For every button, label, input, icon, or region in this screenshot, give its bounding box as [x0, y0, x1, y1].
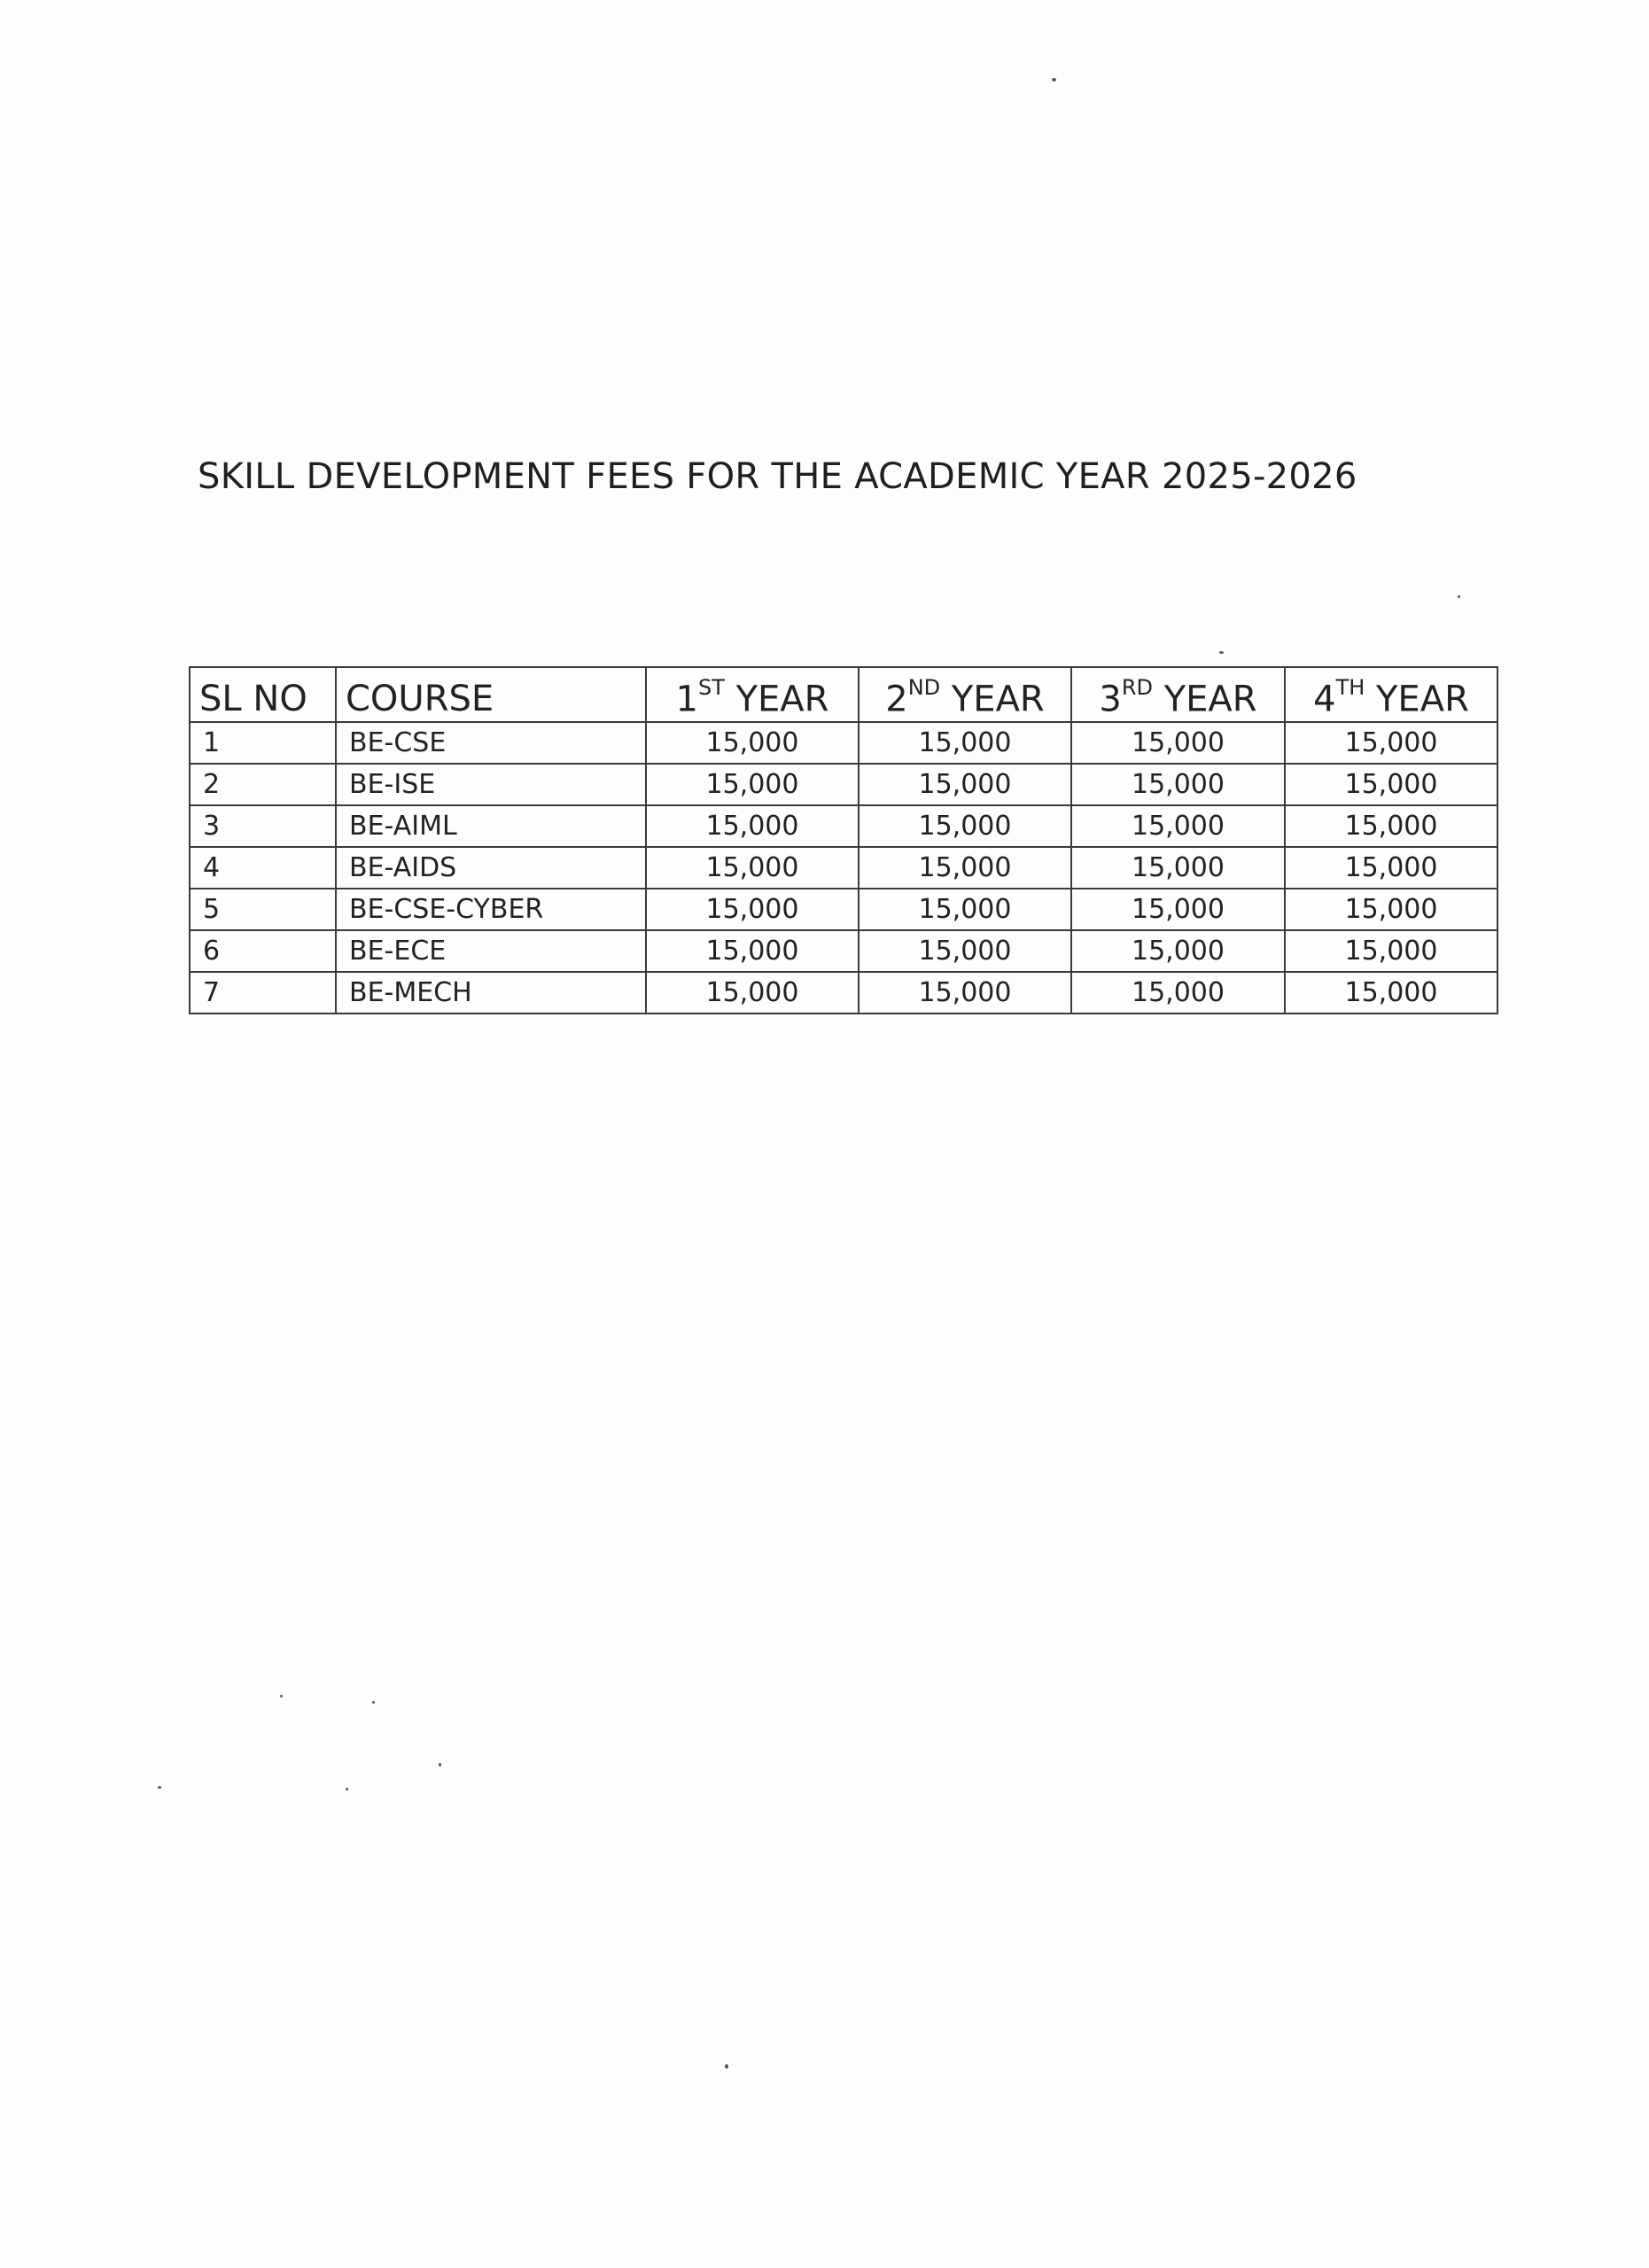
- fee-year-2: 15,000: [859, 722, 1071, 764]
- fee-year-3: 15,000: [1071, 847, 1285, 889]
- sl-number: 2: [190, 764, 336, 805]
- table-header-row: [190, 667, 1497, 722]
- course-name: BE-AIML: [336, 805, 646, 847]
- fee-year-2: 15,000: [859, 972, 1071, 1014]
- fee-year-3: 15,000: [1071, 972, 1285, 1014]
- fee-year-3: 15,000: [1071, 889, 1285, 930]
- fee-year-4: 15,000: [1285, 972, 1497, 1014]
- scan-speck: [439, 1763, 441, 1767]
- sl-number: 7: [190, 972, 336, 1014]
- fee-year-3: 15,000: [1071, 930, 1285, 972]
- table-row: [190, 972, 1497, 1014]
- fee-year-4: 15,000: [1285, 889, 1497, 930]
- fee-year-2: 15,000: [859, 764, 1071, 805]
- sl-number: 6: [190, 930, 336, 972]
- table-row: [190, 805, 1497, 847]
- scan-speck: [346, 1788, 348, 1790]
- fee-year-4: 15,000: [1285, 930, 1497, 972]
- scan-speck: [725, 2064, 728, 2069]
- fee-year-1: 15,000: [646, 889, 859, 930]
- fee-year-4: 15,000: [1285, 764, 1497, 805]
- scan-speck: [372, 1701, 375, 1704]
- course-name: BE-CSE: [336, 722, 646, 764]
- fee-year-3: 15,000: [1071, 805, 1285, 847]
- fee-year-4: 15,000: [1285, 847, 1497, 889]
- course-name: BE-CSE-CYBER: [336, 889, 646, 930]
- header-year-1: 1ST YEAR: [646, 667, 859, 722]
- course-name: BE-AIDS: [336, 847, 646, 889]
- course-name: BE-ECE: [336, 930, 646, 972]
- scan-speck: [1219, 651, 1224, 654]
- header-course: COURSE: [336, 667, 646, 722]
- header-year-2: 2ND YEAR: [859, 667, 1071, 722]
- fee-year-4: 15,000: [1285, 722, 1497, 764]
- fee-year-1: 15,000: [646, 972, 859, 1014]
- sl-number: 3: [190, 805, 336, 847]
- table-row: [190, 930, 1497, 972]
- fees-table: [189, 666, 1498, 1014]
- fee-year-2: 15,000: [859, 847, 1071, 889]
- fee-year-2: 15,000: [859, 930, 1071, 972]
- scan-speck: [158, 1786, 161, 1789]
- fee-year-3: 15,000: [1071, 722, 1285, 764]
- header-sl-no: SL NO: [190, 667, 336, 722]
- fee-year-3: 15,000: [1071, 764, 1285, 805]
- table-row: [190, 847, 1497, 889]
- course-name: BE-MECH: [336, 972, 646, 1014]
- fee-year-2: 15,000: [859, 805, 1071, 847]
- header-year-3: 3RD YEAR: [1071, 667, 1285, 722]
- fee-year-2: 15,000: [859, 889, 1071, 930]
- scan-speck: [280, 1695, 283, 1697]
- sl-number: 1: [190, 722, 336, 764]
- fee-year-4: 15,000: [1285, 805, 1497, 847]
- scan-speck: [1052, 78, 1056, 82]
- table-row: [190, 889, 1497, 930]
- table-row: [190, 764, 1497, 805]
- table-row: [190, 722, 1497, 764]
- fee-year-1: 15,000: [646, 722, 859, 764]
- fee-year-1: 15,000: [646, 930, 859, 972]
- scan-speck: [1458, 595, 1460, 598]
- course-name: BE-ISE: [336, 764, 646, 805]
- fee-year-1: 15,000: [646, 764, 859, 805]
- sl-number: 5: [190, 889, 336, 930]
- document-title: SKILL DEVELOPMENT FEES FOR THE ACADEMIC YEAR 2025-2026: [198, 456, 1357, 497]
- fee-year-1: 15,000: [646, 847, 859, 889]
- fee-year-1: 15,000: [646, 805, 859, 847]
- header-year-4: 4TH YEAR: [1285, 667, 1497, 722]
- sl-number: 4: [190, 847, 336, 889]
